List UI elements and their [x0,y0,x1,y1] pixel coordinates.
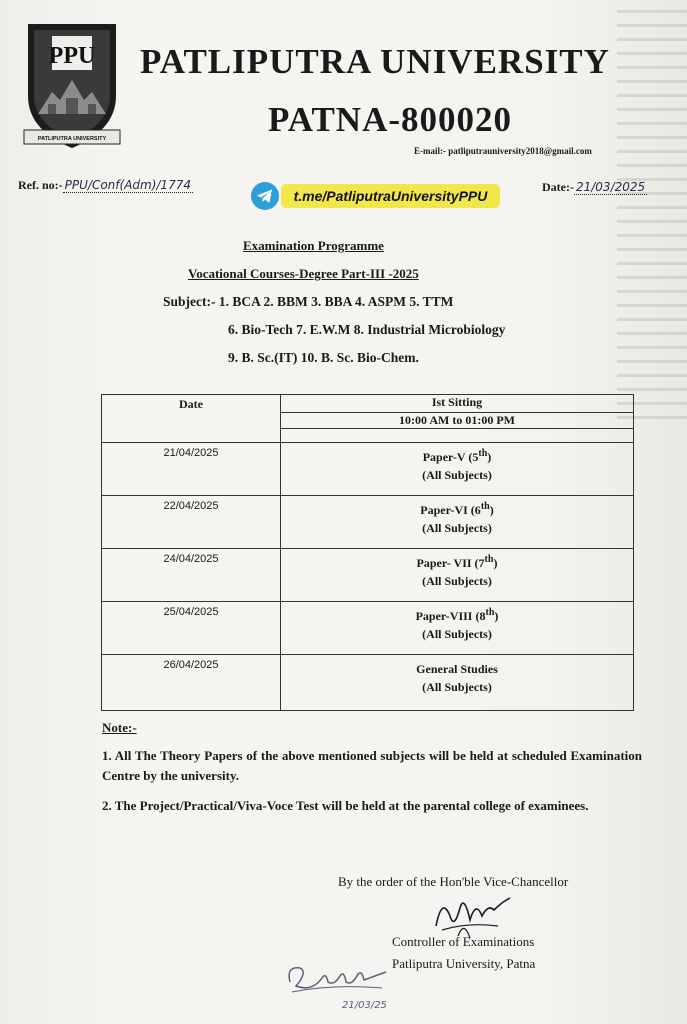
paper-scope: (All Subjects) [422,627,492,641]
course-heading: Vocational Courses-Degree Part-III -2025 [188,266,419,281]
university-logo [22,18,122,154]
exam-date: 24/04/2025 [102,549,281,602]
exam-programme-heading: Examination Programme [243,238,384,253]
exam-paper [281,655,634,711]
paper-close: ) [494,609,499,623]
subjects-line-1: Subject:- 1. BCA 2. BBM 3. BBA 4. ASPM 5. TTM [163,294,454,309]
date-label: Date:- [542,180,574,194]
paper-scope: (All Subjects) [422,521,492,535]
exam-date: 25/04/2025 [102,602,281,655]
note-item-1: 1. All The Theory Papers of the above mentioned subjects will be held at scheduled Examination Centre by the university. [102,748,642,783]
col-date-header: Date [102,395,281,443]
telegram-link[interactable]: t.me/PatliputraUniversityPPU [281,184,500,208]
note-item-2: 2. The Project/Practical/Viva-Voce Test will be held at the parental college of examinees. [102,798,589,813]
table-header-row [102,395,634,413]
reference-number [18,178,193,193]
paper-close: ) [493,556,498,570]
paper-name: Paper- VII (7 [416,556,485,570]
exam-date: 21/04/2025 [102,443,281,496]
controller-university: Patliputra University, Patna [392,956,536,971]
exam-paper [281,549,634,602]
sitting-time: 10:00 AM to 01:00 PM [281,413,634,429]
exam-paper [281,443,634,496]
col-sitting-header: Ist Sitting [281,395,634,413]
countersignature [282,952,392,1014]
exam-date: 22/04/2025 [102,496,281,549]
paper-scope: (All Subjects) [422,574,492,588]
paper-scope: (All Subjects) [422,468,492,482]
subjects-line-2: 6. Bio-Tech 7. E.W.M 8. Industrial Microbiology [228,322,506,337]
controller-title: Controller of Examinations [392,934,535,949]
table-row [102,602,634,655]
exam-date: 26/04/2025 [102,655,281,711]
logo-lettering: PPU [48,43,96,69]
university-name: PATLIPUTRA UNIVERSITY [140,42,610,81]
paper-ordinal: th [480,501,490,512]
ref-value: PPU/Conf(Adm)/1774 [64,178,191,192]
exam-paper [281,496,634,549]
paper-close: ) [487,450,492,464]
telegram-icon [250,181,280,211]
order-line: By the order of the Hon'ble Vice-Chancellor [338,874,569,889]
university-email: E-mail:- patliputrauniversity2018@gmail.com [414,146,592,156]
subjects-line-3: 9. B. Sc.(IT) 10. B. Sc. Bio-Chem. [228,350,419,365]
logo-ribbon-text: PATLIPUTRA UNIVERSITY [37,136,107,142]
paper-scope: (All Subjects) [422,680,492,694]
date-value: 21/03/2025 [575,180,646,194]
paper-name: Paper-V (5 [422,450,479,464]
table-row [102,549,634,602]
paper-ordinal: th [484,554,494,565]
paper-name: General Studies [416,662,498,676]
countersignature-date: 21/03/25 [342,1000,387,1011]
note-heading: Note:- [102,720,137,735]
university-city: PATNA-800020 [268,100,513,139]
paper-name: Paper-VI (6 [420,503,481,517]
paper-name: Paper-VIII (8 [415,609,486,623]
paper-close: ) [489,503,494,517]
paper-ordinal: th [478,448,488,459]
table-row [102,655,634,711]
table-row [102,496,634,549]
exam-paper [281,602,634,655]
table-row [102,443,634,496]
ref-label: Ref. no:- [18,178,63,192]
paper-ordinal: th [485,607,495,618]
document-date [542,180,647,195]
spacer-cell [281,429,634,443]
exam-schedule-table [101,394,634,711]
